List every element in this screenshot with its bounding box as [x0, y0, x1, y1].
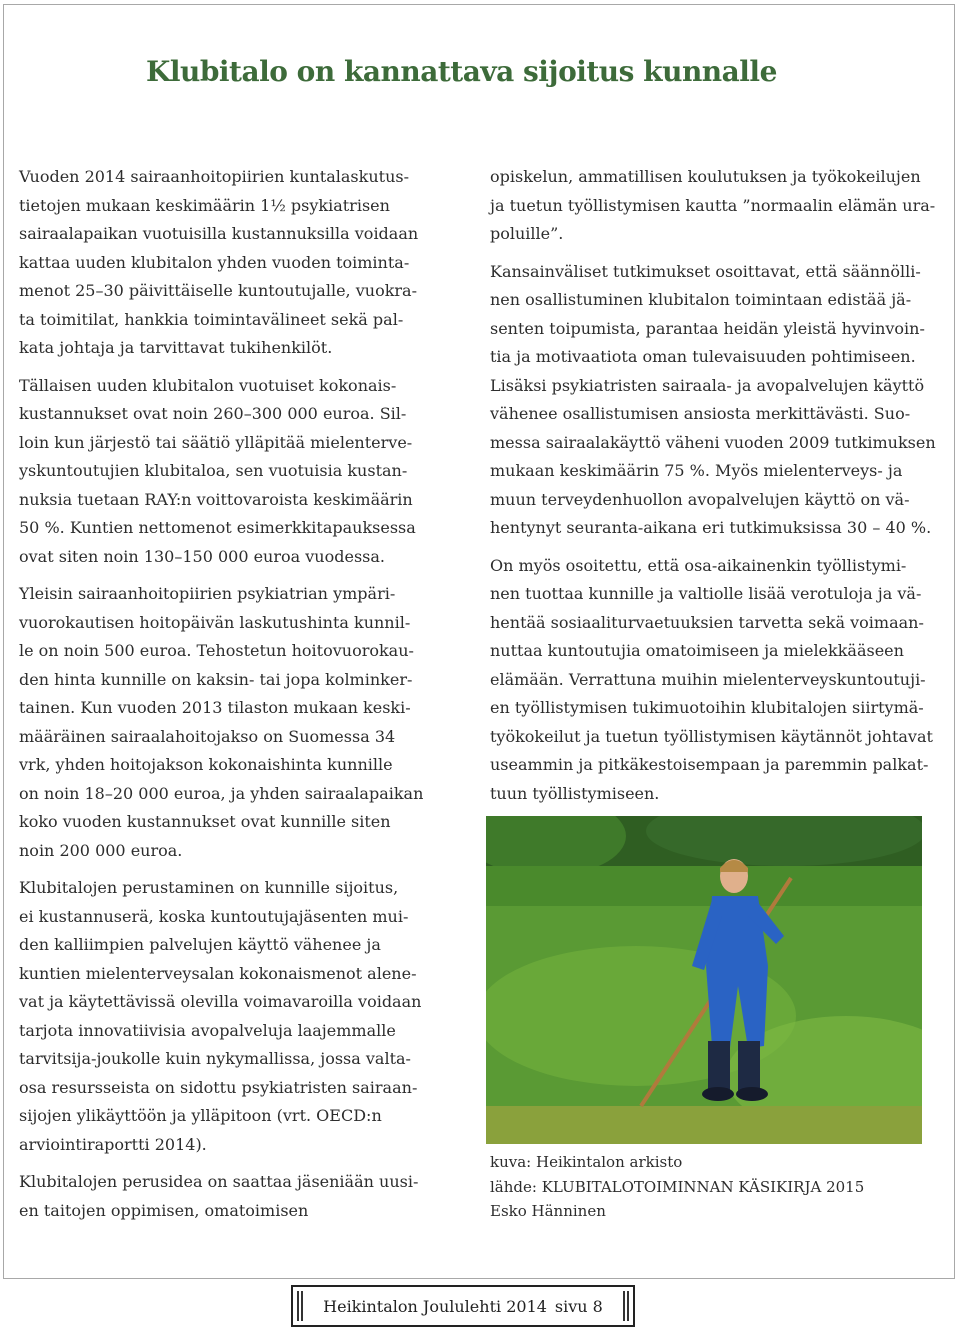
article-photo [486, 816, 922, 1144]
photo-illustration [486, 816, 922, 1144]
paragraph: Yleisin sairaanhoitopiirien psykiatrian ympäri- vuorokautisen hoitopäivän laskutushinta kunnil- le on noin 500 euroa. Tehostetun hoitovuorokau- den hinta kunnille on kaksin- tai jopa kolminker- tainen. Kun vuoden 2013 tilaston mukaan keski- määräinen sairaalahoitojakso on Suomessa 34 vrk, yhden hoitojakson kokonaishinta kunnille on noin 18–20 000 euroa, ja yhden sairaalapaikan koko vuoden kustannukset ovat kunnille siten noin 200 000 euroa. [19, 584, 424, 860]
paragraph: Klubitalojen perusidea on saattaa jäseniään uusi- en taitojen oppimisen, omatoimisen [19, 1172, 419, 1220]
paragraph: Vuoden 2014 sairaanhoitopiirien kuntalaskutus- tietojen mukaan keskimäärin 1½ psykiatrisen sairaalapaikan vuotuisilla kustannuksilla voidaan kattaa uuden klubitalon yhden vuoden toiminta- menot 25–30 päivittäiselle kuntoutujalle, vuokra- ta toimitilat, hankkia toimintavälineet sekä pal- kata johtaja ja tarvittavat tukihenkilöt. [19, 167, 419, 357]
footer-inner [297, 1291, 629, 1321]
page-footer [291, 1285, 635, 1327]
page-number: sivu 8 [554, 1296, 603, 1316]
publication-name: Heikintalon Joululehti 2014 [323, 1296, 547, 1316]
paragraph: Klubitalojen perustaminen on kunnille sijoitus, ei kustannuserä, koska kuntoutujajäsenten mui- den kalliimpien palvelujen käyttö vähenee ja kuntien mielenterveysalan kokonaismenot alene- vat ja käytettävissä olevilla voimavaroilla voidaan tarjota innovatiivisia avopalveluja laajemmalle tarvitsija-joukolle kuin nykymallissa, jossa valta- osa resursseista on sidottu psykiatristen sairaan- sijojen ylikäyttöön ja ylläpitoon (vrt. OECD:n arviointiraportti 2014). [19, 878, 422, 1154]
paragraph: Tällaisen uuden klubitalon vuotuiset kokonais- kustannukset ovat noin 260–300 000 euroa. Sil- loin kun järjestö tai säätiö ylläpitää mielenterve- yskuntoutujien klubitaloa, sen vuotuisia kustan- nuksia tuetaan RAY:n voittovaroista keskimäärin 50 %. Kuntien nettomenot esimerkkitapauksessa ovat siten noin 130–150 000 euroa vuodessa. [19, 375, 416, 566]
photo-credit: kuva: Heikintalon arkisto [490, 1153, 683, 1171]
article-title: Klubitalo on kannattava sijoitus kunnalle [146, 55, 777, 88]
source-credit: lähde: KLUBITALOTOIMINNAN KÄSIKIRJA 2015 [490, 1177, 865, 1196]
paragraph: On myös osoitettu, että osa-aikainenkin työllistymi- nen tuottaa kunnille ja valtiolle lisää verotuloja ja vä- hentää sosiaaliturvaetuuksien tarvetta sekä voimaan- nuttaa kuntoutujia omatoimiseen ja mielekkääseen elämään. Verrattuna muihin mielenterveyskuntoutuji- en työllistymisen tukimuotoihin klubitalojen siirtymä- työkokeilut ja tuetun työllistymisen käytännöt johtavat useammin ja pitkäkestoisempaan ja paremmin palkat- tuun työllistymiseen. [490, 555, 933, 803]
left-column [19, 163, 449, 1234]
author-credit: Esko Hänninen [490, 1202, 606, 1220]
photo-caption [490, 1150, 864, 1224]
right-column [490, 163, 952, 817]
paragraph: Kansainväliset tutkimukset osoittavat, että säännölli- nen osallistuminen klubitalon toimintaan edistää jä- senten toipumista, parantaa heidän yleistä hyvinvoin- tia ja motivaatiota oman tulevaisuuden pohtimiseen. Lisäksi psykiatristen sairaala- ja avopalvelujen käyttö vähenee osallistumisen ansiosta merkittävästi. Suo- messa sairaalakäyttö väheni vuoden 2009 tutkimuksen mukaan keskimäärin 75 %. Myös mielenterveys- ja muun terveydenhuollon avopalvelujen käyttö on vä- hentynyt seuranta-aikana eri tutkimuksissa 30 – 40 %. [490, 261, 936, 537]
paragraph: opiskelun, ammatillisen koulutuksen ja työkokeilujen ja tuetun työllistymisen kautta ”normaalin elämän ura- poluille”. [490, 167, 936, 243]
